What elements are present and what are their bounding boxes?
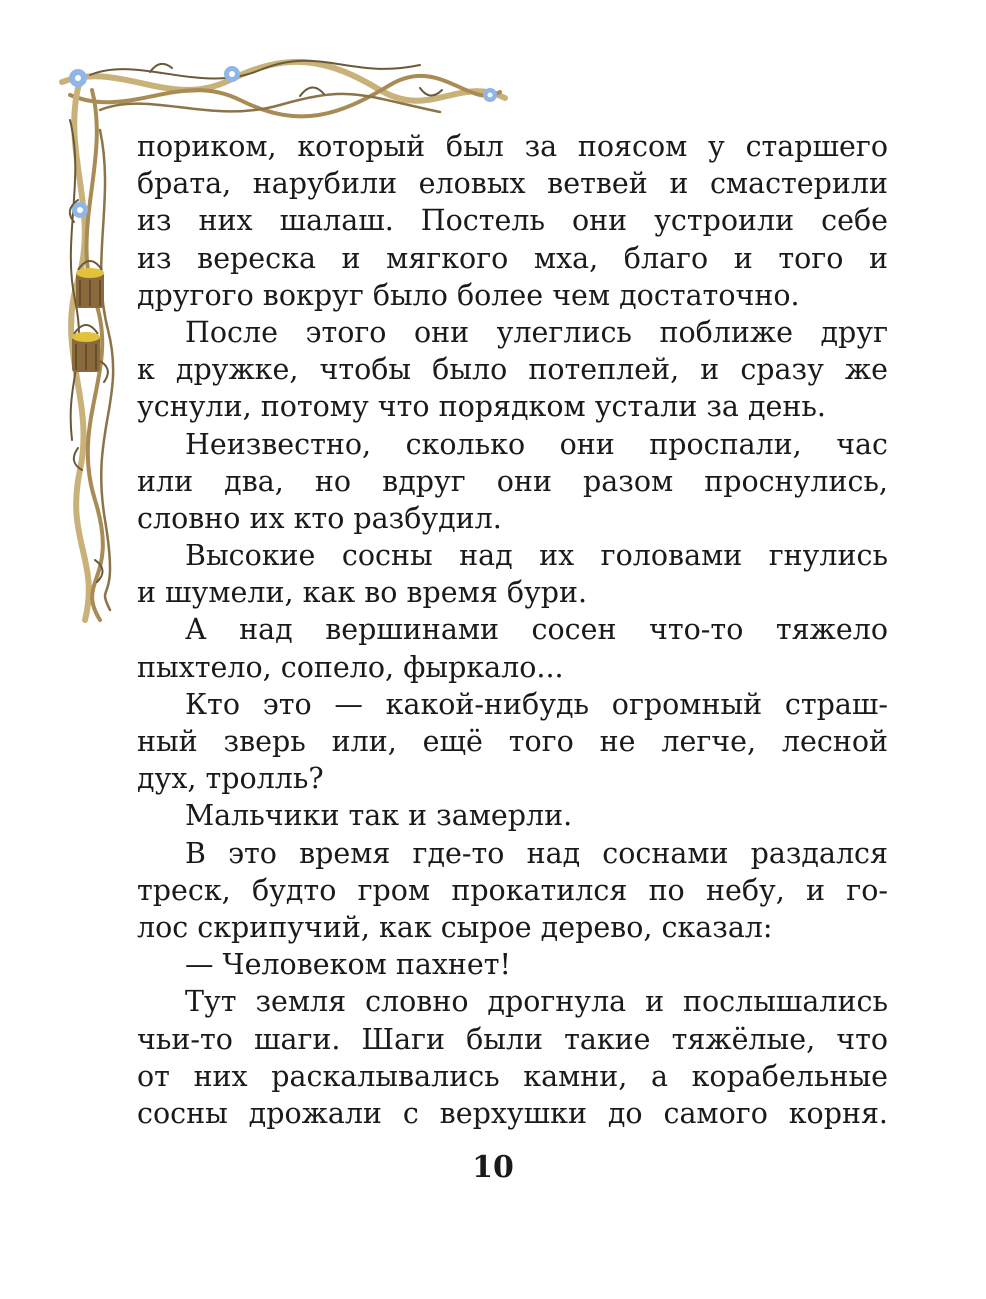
text-line: — Человеком пахнет! <box>185 948 511 982</box>
text-line: дух, тролль? <box>137 762 324 796</box>
text-line: другого вокруг было более чем достаточно. <box>137 278 800 312</box>
text-line: Кто это — какой-нибудь огромный страш- <box>185 687 888 721</box>
text-line: ный зверь или, ещё того не легче, лесной <box>137 725 888 758</box>
text-line: из них шалаш. Постель они устроили себе <box>137 204 888 238</box>
text-line: пыхтело, сопело, фыркало... <box>137 650 564 684</box>
text-line: сосны дрожали с верхушки до самого корня. <box>137 1096 888 1130</box>
text-line: лос скрипучий, как сырое дерево, сказал: <box>137 910 773 944</box>
text-line: словно их кто разбудил. <box>137 501 502 535</box>
body-text <box>137 128 888 1132</box>
text-line: пориком, который был за поясом у старшего <box>137 130 888 163</box>
text-line: Неизвестно, сколько они проспали, час <box>185 427 888 461</box>
text-line: А над вершинами сосен что-то тяжело <box>185 613 888 647</box>
text-line: треск, будто гром прокатился по небу, и го- <box>137 873 888 907</box>
text-line: После этого они улеглись поближе друг <box>185 315 888 349</box>
text-line: брата, нарубили еловых ветвей и смастерили <box>137 167 888 201</box>
text-line: или два, но вдруг они разом проснулись, <box>137 464 888 498</box>
text-line: Высокие сосны над их головами гнулись <box>185 539 888 573</box>
text-line: Тут земля словно дрогнула и послышались <box>185 985 888 1019</box>
text-line: уснули, потому что порядком устали за день. <box>137 390 826 424</box>
text-line: Мальчики так и замерли. <box>185 799 573 833</box>
text-line: из вереска и мягкого мха, благо и того и <box>137 241 888 275</box>
text-line: к дружке, чтобы было потеплей, и сразу же <box>137 353 888 387</box>
text-line: от них раскалывались камни, а корабельные <box>137 1059 888 1093</box>
text-line: В это время где-то над соснами раздался <box>185 836 888 870</box>
text-line: и шумели, как во время бури. <box>137 576 588 610</box>
page-number: 10 <box>472 1150 514 1185</box>
text-line: чьи-то шаги. Шаги были такие тяжёлые, что <box>137 1022 888 1056</box>
